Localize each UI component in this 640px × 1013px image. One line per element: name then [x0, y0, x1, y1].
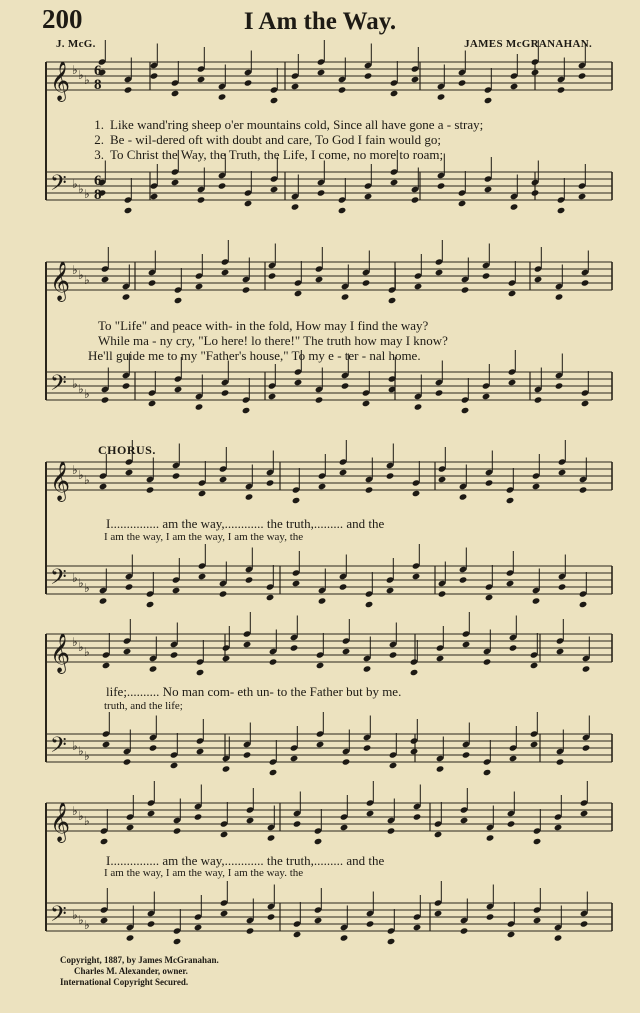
flat-sign-icon: ♭: [72, 635, 78, 649]
flat-sign-icon: ♭: [84, 918, 90, 932]
verse-3-line-1: 3. To Christ the Way, the Truth, the Life, I come, no more to roam;: [94, 147, 444, 162]
flat-sign-icon: ♭: [72, 377, 78, 391]
verse-2-line-2: While ma - ny cry, "Lo here! lo there!" The truth how may I know?: [98, 333, 448, 348]
flat-sign-icon: ♭: [72, 571, 78, 585]
chorus-line-3-soprano: I............... am the way,............ the truth,......... and the: [106, 853, 385, 868]
treble-clef-icon: 𝄞: [50, 461, 71, 501]
chorus-line-2-bass: truth, and the life;: [104, 700, 183, 712]
bass-clef-icon: 𝄢: [50, 171, 67, 201]
chorus-line-1-soprano: I............... am the way,............ the truth,......... and the: [106, 516, 385, 531]
flat-sign-icon: ♭: [72, 63, 78, 77]
verse-1-line-2: To "Life" and peace with- in the fold, How may I find the way?: [98, 318, 429, 333]
flat-sign-icon: ♭: [78, 268, 84, 282]
copyright-line-1: Copyright, 1887, by James McGranahan.: [60, 955, 219, 965]
flat-sign-icon: ♭: [84, 387, 90, 401]
flat-sign-icon: ♭: [84, 73, 90, 87]
hymn-number: 200: [42, 4, 83, 34]
time-signature: 8: [94, 77, 102, 93]
time-signature: 6: [94, 63, 102, 79]
chorus-line-3-bass: I am the way, I am the way, I am the way. the: [104, 867, 304, 879]
flat-sign-icon: ♭: [84, 749, 90, 763]
lyricist-credit: J. McG.: [56, 38, 96, 50]
chorus-line-2-soprano: life;.......... No man com- eth un- to the Father but by me.: [106, 684, 402, 699]
flat-sign-icon: ♭: [78, 68, 84, 82]
flat-sign-icon: ♭: [72, 804, 78, 818]
flat-sign-icon: ♭: [78, 468, 84, 482]
flat-sign-icon: ♭: [72, 739, 78, 753]
flat-sign-icon: ♭: [78, 640, 84, 654]
copyright-line-2: Charles M. Alexander, owner.: [74, 966, 188, 976]
flat-sign-icon: ♭: [72, 177, 78, 191]
flat-sign-icon: ♭: [84, 645, 90, 659]
bass-clef-icon: 𝄢: [50, 902, 67, 932]
hymn-title: I Am the Way.: [243, 8, 397, 35]
chorus-label: CHORUS.: [98, 443, 156, 457]
composer-credit: JAMES McGRANAHAN.: [464, 38, 592, 50]
treble-clef-icon: 𝄞: [50, 802, 71, 842]
bass-clef-icon: 𝄢: [50, 565, 67, 595]
flat-sign-icon: ♭: [84, 187, 90, 201]
treble-clef-icon: 𝄞: [50, 633, 71, 673]
copyright-line-3: International Copyright Secured.: [60, 977, 189, 987]
flat-sign-icon: ♭: [84, 814, 90, 828]
time-signature: 6: [94, 173, 102, 189]
treble-clef-icon: 𝄞: [50, 61, 71, 101]
flat-sign-icon: ♭: [78, 382, 84, 396]
flat-sign-icon: ♭: [78, 576, 84, 590]
flat-sign-icon: ♭: [72, 263, 78, 277]
flat-sign-icon: ♭: [72, 463, 78, 477]
flat-sign-icon: ♭: [78, 182, 84, 196]
bass-clef-icon: 𝄢: [50, 733, 67, 763]
verse-3-line-2: He'll guide me to my "Father's house," To my e - ter - nal home.: [88, 348, 421, 363]
flat-sign-icon: ♭: [78, 744, 84, 758]
chorus-line-1-bass: I am the way, I am the way, I am the way, the: [104, 531, 304, 543]
flat-sign-icon: ♭: [84, 473, 90, 487]
flat-sign-icon: ♭: [78, 809, 84, 823]
verse-2-line-1: 2. Be - wil-dered oft with doubt and care, To God I fain would go;: [94, 132, 441, 147]
treble-clef-icon: 𝄞: [50, 261, 71, 301]
flat-sign-icon: ♭: [78, 913, 84, 927]
bass-clef-icon: 𝄢: [50, 371, 67, 401]
verse-1-line-1: 1. Like wand'ring sheep o'er mountains cold, Since all have gone a - stray;: [94, 117, 484, 132]
flat-sign-icon: ♭: [84, 273, 90, 287]
copyright-notice: [60, 955, 219, 988]
flat-sign-icon: ♭: [84, 581, 90, 595]
flat-sign-icon: ♭: [72, 908, 78, 922]
time-signature: 8: [94, 187, 102, 203]
